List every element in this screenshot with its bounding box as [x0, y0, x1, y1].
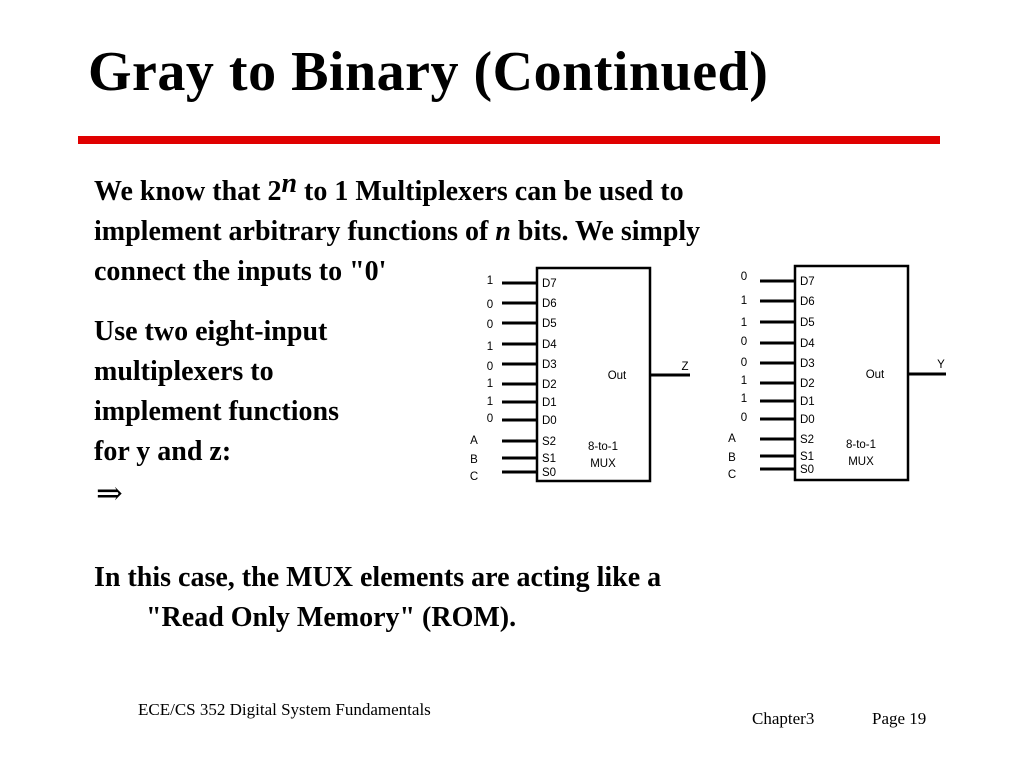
data-pin-label: D2 [800, 378, 815, 390]
data-pin-label: D1 [800, 396, 815, 408]
rom-line2: "Read Only Memory" (ROM). [146, 602, 517, 633]
data-pin-label: D4 [542, 339, 557, 351]
data-pin-label: D5 [542, 318, 557, 330]
input-value: 0 [740, 271, 748, 283]
data-pin-label: D7 [800, 276, 815, 288]
input-value: 1 [486, 341, 494, 353]
select-label: A [470, 435, 478, 447]
input-value: 1 [486, 275, 494, 287]
data-pin-label: D2 [542, 379, 557, 391]
select-pin-label: S1 [800, 451, 815, 463]
input-value: 0 [486, 299, 494, 311]
implies-arrow-icon: ⇒ [96, 475, 123, 511]
intro-line2-end: bits. We simply [510, 216, 701, 247]
input-value: 1 [740, 375, 748, 387]
data-pin-label: D1 [542, 397, 557, 409]
select-pin-label: S1 [542, 453, 557, 465]
output-label: Y [937, 359, 945, 371]
instruction-line: multiplexers to [94, 356, 274, 387]
data-pin-label: D6 [542, 298, 557, 310]
data-pin-label: D0 [542, 415, 557, 427]
select-pin-label: S0 [800, 464, 815, 476]
input-value: 0 [740, 336, 748, 348]
intro-line2-start: implement arbitrary functions of [94, 216, 496, 247]
data-pin-label: D7 [542, 278, 557, 290]
input-value: 1 [740, 393, 748, 405]
mux-type-label: MUX [590, 458, 616, 470]
select-label: C [469, 471, 479, 483]
data-pin-label: D0 [800, 414, 815, 426]
out-pin-label: Out [865, 369, 885, 381]
input-value: 1 [486, 378, 494, 390]
mux-type-label: MUX [848, 456, 874, 468]
input-value: 1 [486, 396, 494, 408]
data-pin-label: D5 [800, 317, 815, 329]
intro-line1-start: We know that 2 [94, 176, 282, 207]
input-value: 0 [740, 357, 748, 369]
instruction-line: implement functions [94, 396, 339, 427]
input-value: 0 [486, 413, 494, 425]
intro-superscript-n: n [281, 168, 298, 199]
instruction-line: for y and z: [94, 436, 232, 467]
select-pin-label: S2 [800, 434, 815, 446]
select-pin-label: S0 [542, 467, 557, 479]
data-pin-label: D3 [542, 359, 557, 371]
slide-title: Gray to Binary (Continued) [88, 41, 769, 103]
input-value: 1 [740, 317, 748, 329]
out-pin-label: Out [607, 370, 627, 382]
mux-type-label: 8-to-1 [587, 441, 619, 453]
select-label: B [728, 452, 736, 464]
instruction-line: Use two eight-input [94, 316, 328, 347]
data-pin-label: D3 [800, 358, 815, 370]
input-value: 1 [740, 295, 748, 307]
input-value: 0 [486, 319, 494, 331]
footer-chapter: Chapter3 [752, 709, 815, 728]
select-label: A [728, 433, 736, 445]
intro-line3: connect the inputs to "0' [94, 256, 387, 287]
select-label: C [727, 469, 737, 481]
footer-course: ECE/CS 352 Digital System Fundamentals [138, 700, 431, 719]
intro-line2-n: n [495, 216, 511, 247]
data-pin-label: D4 [800, 338, 815, 350]
output-label: Z [681, 361, 689, 373]
input-value: 0 [740, 412, 748, 424]
mux-type-label: 8-to-1 [845, 439, 877, 451]
input-value: 0 [486, 361, 494, 373]
select-pin-label: S2 [542, 436, 557, 448]
intro-line1-end: to 1 Multiplexers can be used to [297, 176, 684, 207]
data-pin-label: D6 [800, 296, 815, 308]
footer-page: Page 19 [872, 709, 927, 728]
rom-line1: In this case, the MUX elements are acting like a [94, 562, 662, 593]
select-label: B [470, 454, 478, 466]
